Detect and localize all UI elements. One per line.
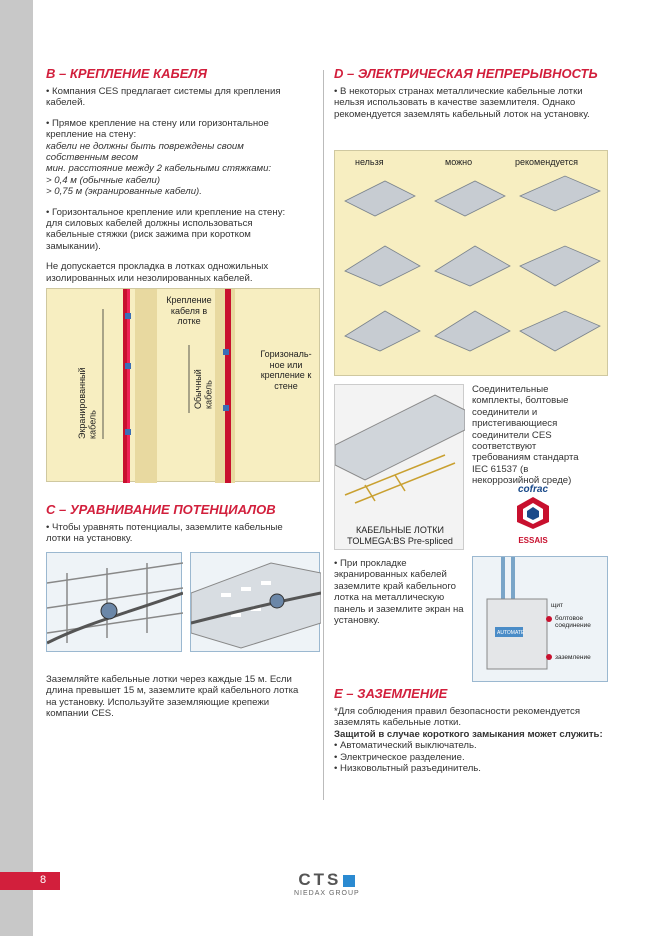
cofrac-logo — [508, 484, 558, 545]
cts-logo-sub: NIEDAX GROUP — [294, 890, 360, 897]
section-e-item: • Автоматический выключатель. — [334, 740, 477, 752]
cts-logo — [294, 870, 360, 897]
cable-fastening-figure — [46, 288, 320, 482]
label-fastening: Крепление кабеля в лотке — [166, 295, 212, 326]
section-b-p2-italic: кабели не должны быть повреждены своим собственным весом — [46, 140, 244, 164]
col-label-forbidden: нельзя — [355, 157, 384, 167]
column-divider — [323, 70, 324, 800]
section-d-title: D – ЭЛЕКТРИЧЕСКАЯ НЕПРЕРЫВНОСТЬ — [334, 66, 598, 81]
perforated-tray-illustration — [191, 553, 321, 653]
section-b-p2-italic4: > 0,75 м (экранированные кабели). — [46, 186, 202, 198]
mesh-tray-illustration — [47, 553, 183, 653]
cofrac-logo-top: cofrac — [517, 484, 548, 495]
section-e-p2: Защитой в случае короткого замыкания может служить: — [334, 728, 603, 740]
shield-panel-figure — [472, 556, 608, 682]
label-ordinary-cable: Обычный кабель — [193, 369, 214, 409]
section-c-p1: • Чтобы уравнять потенциалы, заземлите кабельные лотки на установку. — [46, 522, 283, 545]
tray-caption-1: КАБЕЛЬНЫЕ ЛОТКИ — [355, 525, 445, 535]
section-e-item: • Электрическое разделение. — [334, 751, 465, 763]
pre-spliced-tray-illustration — [335, 385, 465, 505]
cts-logo-name: CTS — [298, 870, 342, 889]
connect-text: Соединительные комплекты, болтовые соединители и пристегивающиеся соединители CES соответствуют требованиям стандарта IEC 61537 (в некоррозийной среде) — [472, 384, 579, 487]
tray-joint-grid — [335, 151, 609, 377]
section-b-p1: • Компания CES предлагает системы для крепления кабелей. — [46, 86, 281, 109]
left-sidebar-band — [0, 0, 33, 936]
pre-spliced-tray-figure — [334, 384, 464, 550]
page-number: 8 — [0, 872, 60, 890]
panel-label-shield: щит — [551, 602, 563, 609]
col-label-recommended: рекомендуется — [515, 157, 578, 167]
tray-caption-2: TOLMEGA:BS Pre-spliced — [347, 536, 453, 546]
perforated-tray-ground-figure — [190, 552, 320, 652]
section-e-title: E – ЗАЗЕМЛЕНИЕ — [334, 686, 448, 701]
panel-label-auto: AUTOMATE — [497, 630, 525, 636]
cofrac-emblem-icon — [515, 495, 551, 531]
section-c-title: C – УРАВНИВАНИЕ ПОТЕНЦИАЛОВ — [46, 502, 276, 517]
label-horizontal: Горизональ-ное или крепление к стене — [260, 349, 312, 391]
cofrac-logo-bottom: ESSAIS — [518, 536, 548, 545]
section-b-title: B – КРЕПЛЕНИЕ КАБЕЛЯ — [46, 66, 207, 81]
section-e-text — [334, 706, 610, 774]
section-b-p2-italic3: > 0,4 м (обычные кабели) — [46, 174, 161, 186]
section-b-text — [46, 86, 298, 293]
panel-label-bolt: болтовое соединение — [555, 615, 591, 629]
mesh-tray-ground-figure — [46, 552, 182, 652]
continuity-examples-figure — [334, 150, 608, 376]
section-b-p2: • Прямое крепление на стену или горизонтальное крепление на стену: — [46, 117, 269, 141]
section-b-p2-italic2: мин. расстояние между 2 кабельными стяжками: — [46, 163, 272, 175]
cts-logo-square-icon — [343, 875, 355, 887]
panel-label-ground: заземление — [555, 654, 591, 661]
section-c-p2: Заземляйте кабельные лотки через каждые 15 м. Если длина превышет 15 м, заземлите край кабельного лотка на установку. Используйте заземляющие крепежи компании CES. — [46, 674, 299, 720]
label-shielded-cable: Экранированный кабель — [77, 367, 98, 439]
section-b-p3: • Горизонтальное крепление или крепление на стену: для силовых кабелей должны использоваться кабельные стяжки (риск зажима при коротком замыкании). — [46, 206, 286, 252]
section-e-p1: *Для соблюдения правил безопасности рекомендуется заземлять кабельные лотки. — [334, 706, 581, 729]
section-e-item: • Низковольтный разъединитель. — [334, 763, 481, 775]
shield-text: • При прокладке экранированных кабелей заземлите край кабельного лотка на металлическую панель и заземлите экран на установку. — [334, 558, 464, 627]
section-b-p4: Не допускается прокладка в лотках одножильных изолированных или незолированных кабелей. — [46, 261, 269, 284]
section-d-p1: • В некоторых странах металлические кабельные лотки нельзя использовать в качестве заземлителя. Однако рекомендуется заземлять кабельный лоток на установку. — [334, 86, 590, 120]
col-label-allowed: можно — [445, 157, 473, 167]
